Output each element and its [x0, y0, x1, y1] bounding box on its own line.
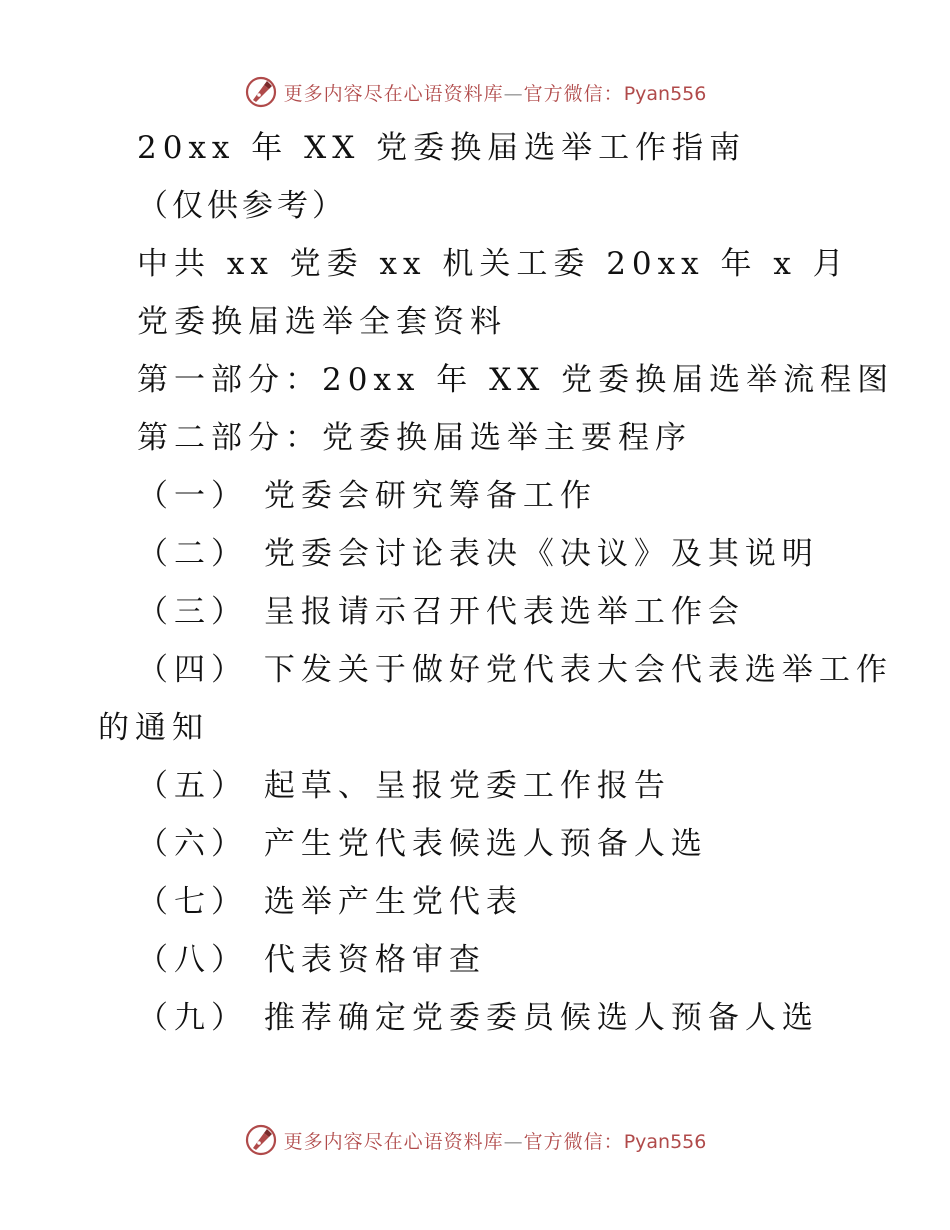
- watermark-suffix: 官方微信：: [523, 1130, 624, 1153]
- watermark-brand: 更多内容尽在心语资料库: [283, 82, 504, 105]
- watermark-code: Pyan556: [623, 1130, 707, 1153]
- list-item: （二） 党委会讨论表决《决议》及其说明: [137, 536, 819, 572]
- list-item: （三） 呈报请示召开代表选举工作会: [137, 594, 745, 630]
- part-two-heading: 第二部分：党委换届选举主要程序: [137, 420, 692, 456]
- part-one-heading: 第一部分：20xx 年 XX 党委换届选举流程图: [137, 362, 895, 398]
- list-item-continuation: 的通知: [98, 710, 209, 746]
- watermark-separator: —: [503, 82, 524, 105]
- list-item: （七） 选举产生党代表: [137, 884, 523, 920]
- list-item: （五） 起草、呈报党委工作报告: [137, 768, 671, 804]
- header-watermark: [0, 72, 950, 112]
- footer-watermark: [0, 1120, 950, 1160]
- watermark-suffix: 官方微信：: [523, 82, 624, 105]
- list-item: （八） 代表资格审查: [137, 942, 486, 978]
- watermark-text: [284, 79, 707, 106]
- pen-nib-logo-icon: [244, 1123, 278, 1157]
- watermark-code: Pyan556: [623, 82, 707, 105]
- watermark-brand: 更多内容尽在心语资料库: [283, 1130, 504, 1153]
- document-collection: 党委换届选举全套资料: [137, 304, 507, 340]
- list-item: （一） 党委会研究筹备工作: [137, 478, 597, 514]
- watermark-separator: —: [503, 1130, 524, 1153]
- list-item: （九） 推荐确定党委委员候选人预备人选: [137, 1000, 819, 1036]
- pen-nib-logo-icon: [244, 75, 278, 109]
- watermark-text: [284, 1127, 707, 1154]
- document-subtitle: （仅供参考）: [137, 188, 347, 224]
- list-item: （四） 下发关于做好党代表大会代表选举工作: [137, 652, 893, 688]
- document-issuer: 中共 xx 党委 xx 机关工委 20xx 年 x 月: [137, 246, 850, 282]
- list-item: （六） 产生党代表候选人预备人选: [137, 826, 708, 862]
- document-title: 20xx 年 XX 党委换届选举工作指南: [137, 130, 747, 166]
